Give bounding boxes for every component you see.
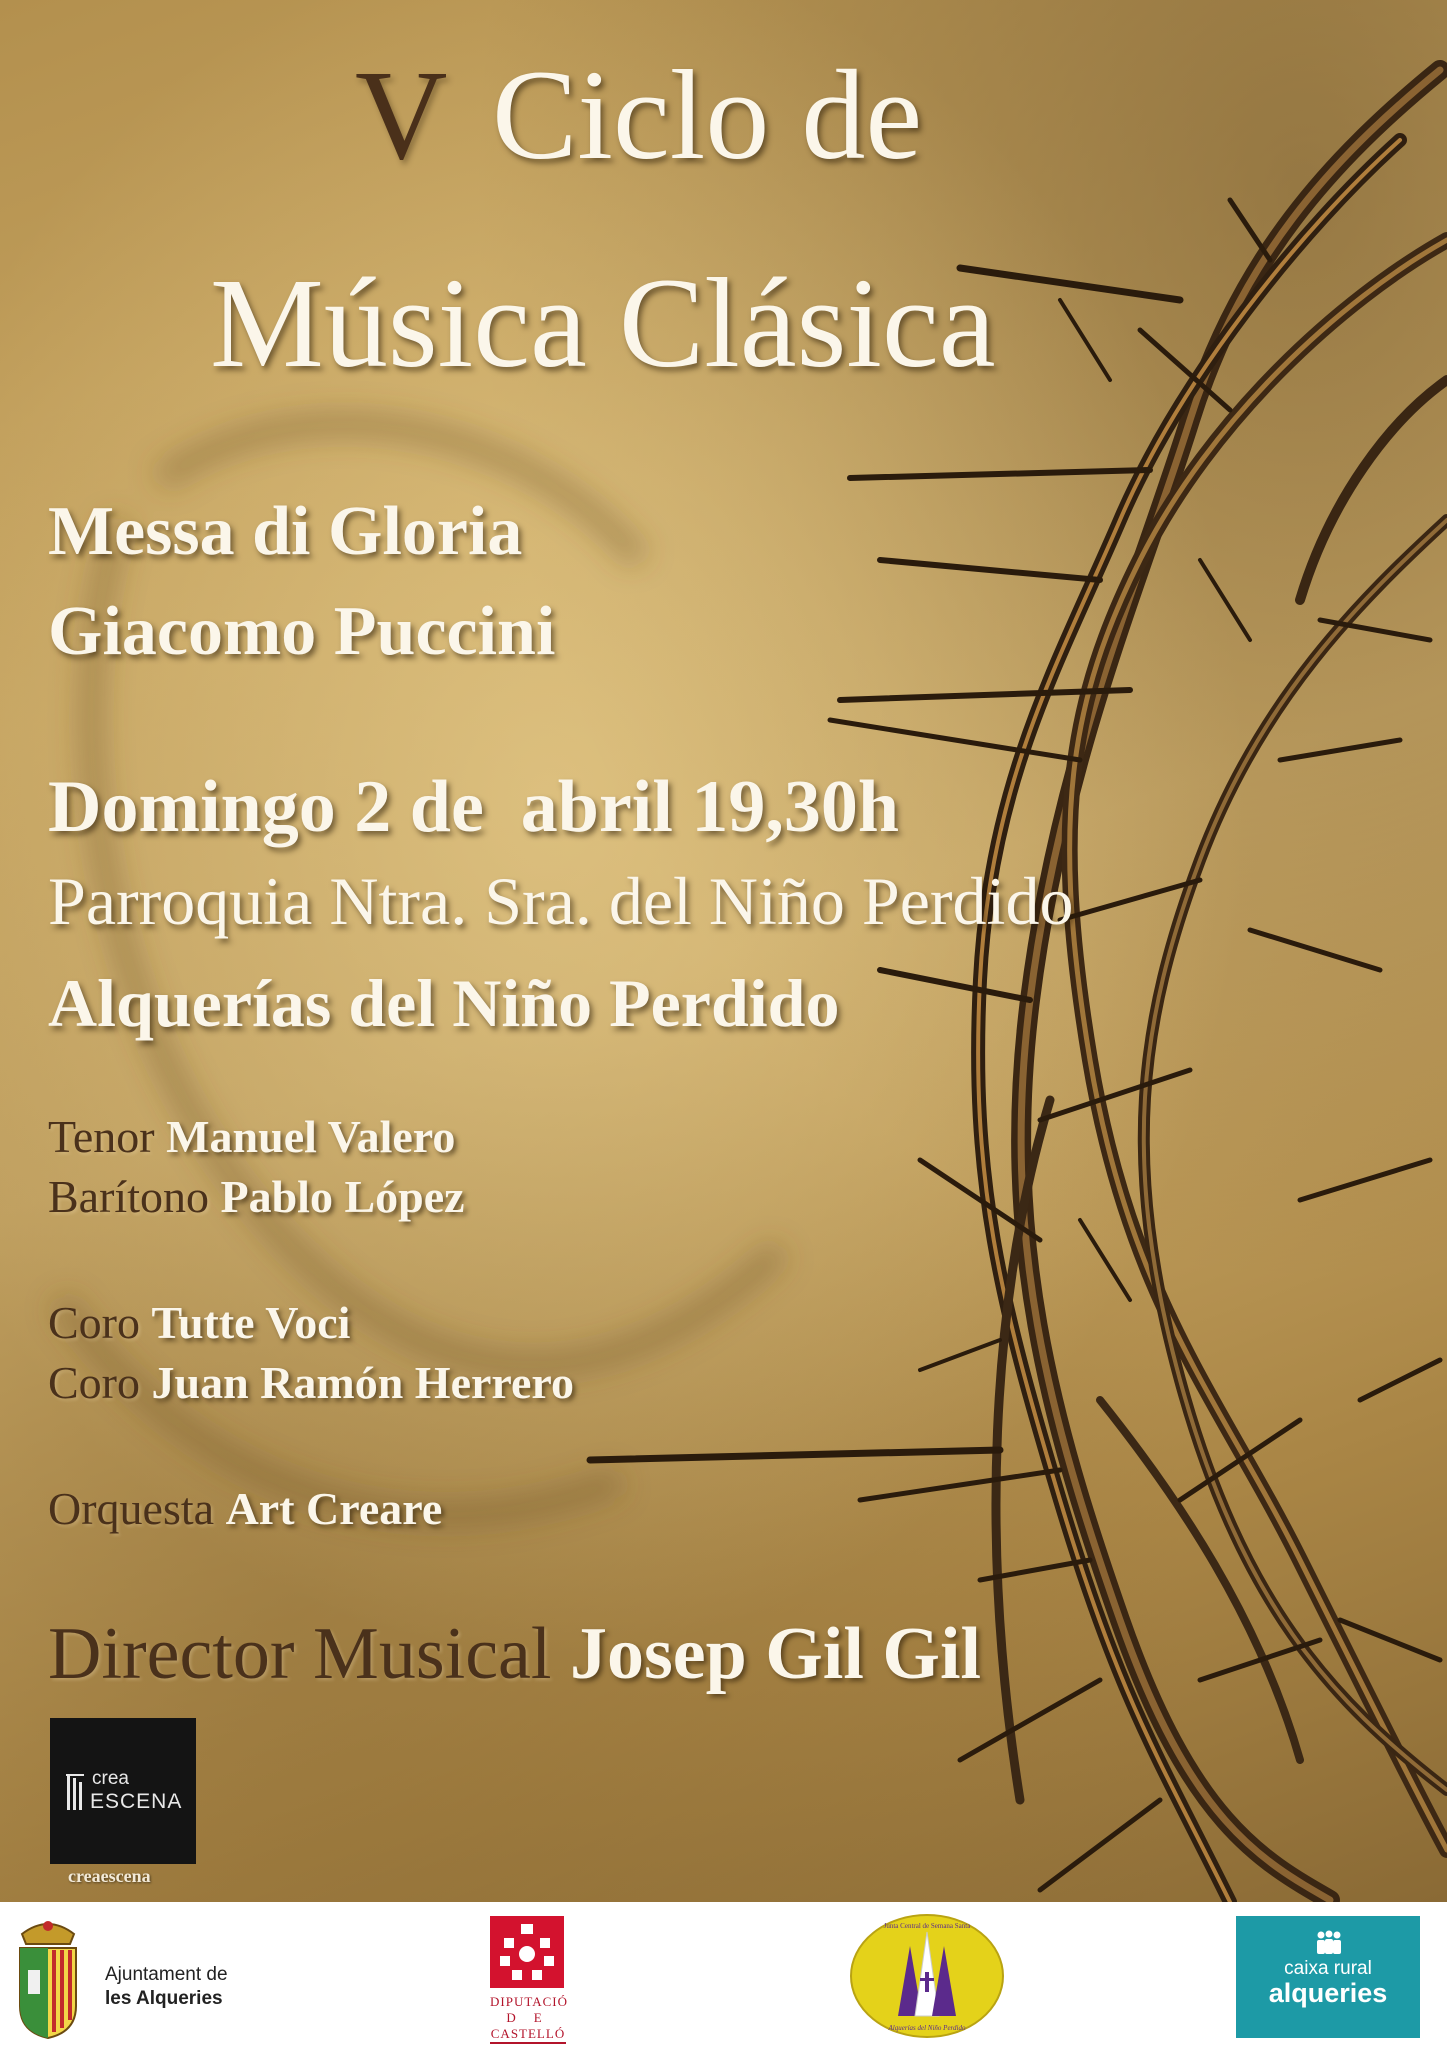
event-venue: Parroquia Ntra. Sra. del Niño Perdido bbox=[48, 863, 1074, 939]
diputacio-logo bbox=[490, 1916, 564, 1988]
baritone-credit bbox=[48, 1170, 465, 1223]
choir-credit-2 bbox=[48, 1356, 574, 1409]
diputacio-emblem-icon bbox=[490, 1916, 564, 1988]
diputacio-label-2: DE bbox=[506, 2010, 560, 2025]
credit-name: Josep Gil Gil bbox=[569, 1613, 982, 1695]
diputacio-label-3: CASTELLÓ bbox=[490, 2026, 566, 2044]
orchestra-credit bbox=[48, 1482, 442, 1535]
crea-logo-word1: crea bbox=[92, 1768, 129, 1789]
credit-role: Director Musical bbox=[48, 1613, 552, 1695]
caixa-label-2: alqueries bbox=[1268, 1978, 1388, 2008]
junta-bottom-text: Alquerías del Niño Perdido bbox=[888, 2024, 966, 2032]
page-title-line2: Música Clásica bbox=[210, 252, 996, 394]
ajuntament-label-2: les Alqueries bbox=[105, 1988, 223, 2009]
work-title: Messa di Gloria bbox=[48, 493, 523, 570]
director-credit bbox=[48, 1612, 981, 1697]
crea-bars-icon bbox=[66, 1770, 88, 1812]
credit-role: Coro bbox=[48, 1297, 140, 1348]
crea-caption: creaescena bbox=[68, 1866, 151, 1886]
tenor-credit bbox=[48, 1110, 455, 1163]
crea-logo-word2: ESCENA bbox=[90, 1790, 183, 1813]
sponsor-strip bbox=[0, 1902, 1447, 2048]
credit-role: Tenor bbox=[48, 1111, 155, 1162]
coat-of-arms-icon bbox=[12, 1914, 84, 2040]
credit-name: Pablo López bbox=[220, 1171, 465, 1222]
page-title-line1: Ciclo de bbox=[492, 44, 923, 186]
ajuntament-label-1: Ajuntament de bbox=[105, 1964, 228, 1985]
event-town: Alquerías del Niño Perdido bbox=[48, 965, 840, 1041]
composer-name: Giacomo Puccini bbox=[48, 593, 556, 670]
credit-role: Coro bbox=[48, 1357, 140, 1408]
choir-credit-1 bbox=[48, 1296, 350, 1349]
crea-escena-logo bbox=[50, 1718, 196, 1864]
caixa-label-1: caixa rural bbox=[1284, 1958, 1372, 1979]
credit-role: Barítono bbox=[48, 1171, 209, 1222]
credit-name: Tutte Voci bbox=[151, 1297, 351, 1348]
caixa-people-icon bbox=[1314, 1930, 1344, 1956]
caixa-rural-logo bbox=[1236, 1916, 1420, 2038]
diputacio-label-1: DIPUTACIÓ bbox=[490, 1994, 569, 2009]
credit-role: Orquesta bbox=[48, 1483, 215, 1534]
credit-name: Manuel Valero bbox=[166, 1111, 456, 1162]
edition-numeral: V bbox=[355, 44, 448, 186]
junta-top-text: Junta Central de Semana Santa bbox=[883, 1922, 971, 1930]
credit-name: Art Creare bbox=[225, 1483, 443, 1534]
credit-name: Juan Ramón Herrero bbox=[151, 1357, 574, 1408]
nazareno-emblem bbox=[848, 1912, 1006, 2040]
event-date: Domingo 2 de abril 19,30h bbox=[48, 766, 900, 848]
